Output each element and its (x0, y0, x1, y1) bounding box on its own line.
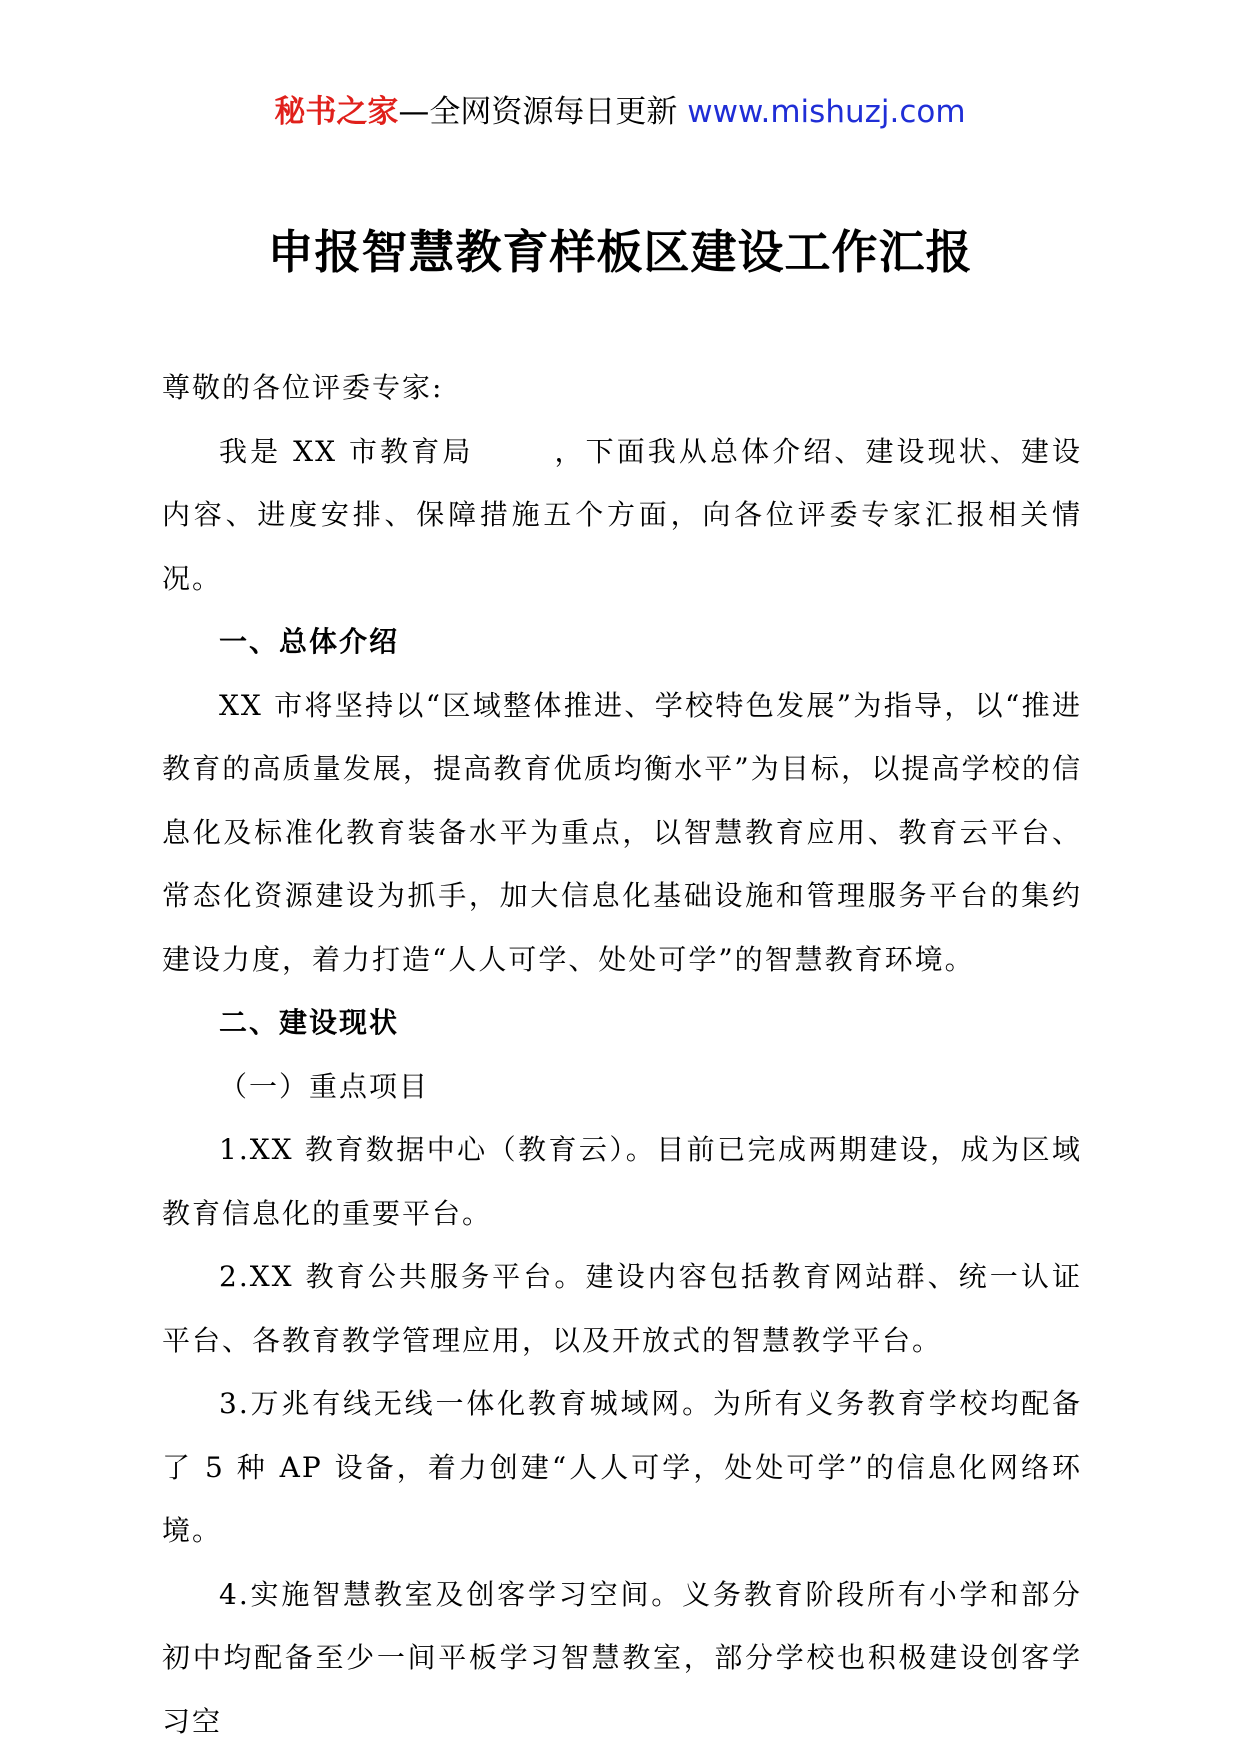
document-body (162, 356, 1082, 1753)
intro-part-2: ，下面我从总体介绍、建设现状、建设内容、进度安排、保障措施五个方面，向各位评委专家汇报相关情况。 (162, 434, 1082, 595)
document-title: 申报智慧教育样板区建设工作汇报 (267, 225, 973, 279)
salutation: 尊敬的各位评委专家: (162, 371, 444, 404)
section-heading-status: 二、建设现状 (219, 1006, 400, 1039)
subsection-heading-key-projects: （一）重点项目 (219, 1069, 430, 1103)
list-item-public-service-platform: 2.XX 教育公共服务平台。建设内容包括教育网站群、统一认证平台、各教育教学管理应用，以及开放式的智慧教学平台。 (162, 1260, 1082, 1357)
intro-paragraph (162, 420, 1082, 611)
list-item-smart-classroom: 4.实施智慧教室及创客学习空间。义务教育阶段所有小学和部分初中均配备至少一间平板学习智慧教室，部分学校也积极建设创客学习空 (162, 1577, 1082, 1738)
header-tagline: —全网资源每日更新 (398, 94, 688, 130)
overview-paragraph: XX 市将坚持以“区域整体推进、学校特色发展”为指导，以“推进教育的高质量发展，提高教育优质均衡水平”为目标，以提高学校的信息化及标准化教育装备水平为重点，以智慧教育应用、教育云平台、常态化资源建设为抓手，加大信息化基础设施和管理服务平台的集约建设力度，着力打造“人人可学、处处可学”的智慧教育环境。 (162, 688, 1082, 976)
list-item-education-cloud: 1.XX 教育数据中心（教育云）。目前已完成两期建设，成为区域教育信息化的重要平台。 (162, 1133, 1082, 1230)
brand-name: 秘书之家 (274, 94, 399, 130)
section-heading-overview: 一、总体介绍 (219, 625, 400, 658)
intro-part-1: 我是 XX 市教育局 (219, 434, 474, 468)
site-header-banner (0, 92, 1240, 132)
site-url-link[interactable]: www.mishuzj.com (687, 94, 966, 130)
list-item-metro-network: 3.万兆有线无线一体化教育城域网。为所有义务教育学校均配备了 5 种 AP 设备，着力创建“人人可学，处处可学”的信息化网络环境。 (162, 1387, 1082, 1547)
